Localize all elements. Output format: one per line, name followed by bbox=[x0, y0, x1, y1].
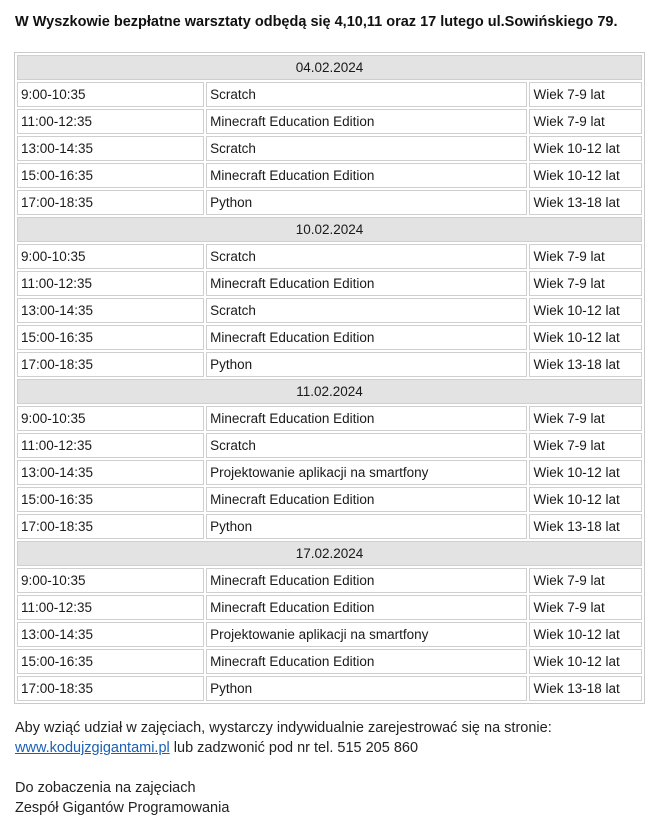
website-link[interactable]: www.kodujzgigantami.pl bbox=[15, 740, 170, 756]
register-text: Aby wziąć udział w zajęciach, wystarczy indywidualnie zarejestrować się na stronie: bbox=[15, 720, 552, 736]
age-cell: Wiek 7-9 lat bbox=[529, 406, 642, 431]
course-cell: Scratch bbox=[206, 136, 527, 161]
table-row bbox=[17, 487, 642, 512]
table-row bbox=[17, 622, 642, 647]
age-cell: Wiek 13-18 lat bbox=[529, 514, 642, 539]
course-cell: Minecraft Education Edition bbox=[206, 568, 527, 593]
date-header: 04.02.2024 bbox=[17, 55, 642, 80]
age-cell: Wiek 7-9 lat bbox=[529, 82, 642, 107]
date-row bbox=[17, 379, 642, 404]
date-row bbox=[17, 541, 642, 566]
time-cell: 9:00-10:35 bbox=[17, 82, 204, 107]
time-cell: 15:00-16:35 bbox=[17, 649, 204, 674]
table-row bbox=[17, 568, 642, 593]
table-row bbox=[17, 163, 642, 188]
time-cell: 15:00-16:35 bbox=[17, 487, 204, 512]
age-cell: Wiek 10-12 lat bbox=[529, 622, 642, 647]
age-cell: Wiek 10-12 lat bbox=[529, 325, 642, 350]
table-row bbox=[17, 352, 642, 377]
age-cell: Wiek 13-18 lat bbox=[529, 676, 642, 701]
course-cell: Python bbox=[206, 514, 527, 539]
date-header: 11.02.2024 bbox=[17, 379, 642, 404]
course-cell: Projektowanie aplikacji na smartfony bbox=[206, 622, 527, 647]
date-header: 17.02.2024 bbox=[17, 541, 642, 566]
time-cell: 9:00-10:35 bbox=[17, 568, 204, 593]
age-cell: Wiek 10-12 lat bbox=[529, 649, 642, 674]
date-header: 10.02.2024 bbox=[17, 217, 642, 242]
time-cell: 13:00-14:35 bbox=[17, 622, 204, 647]
age-cell: Wiek 7-9 lat bbox=[529, 271, 642, 296]
table-row bbox=[17, 109, 642, 134]
date-row bbox=[17, 217, 642, 242]
course-cell: Minecraft Education Edition bbox=[206, 271, 527, 296]
contact-line bbox=[15, 738, 552, 758]
course-cell: Python bbox=[206, 190, 527, 215]
time-cell: 9:00-10:35 bbox=[17, 244, 204, 269]
time-cell: 9:00-10:35 bbox=[17, 406, 204, 431]
schedule-body bbox=[17, 55, 642, 701]
table-row bbox=[17, 244, 642, 269]
time-cell: 17:00-18:35 bbox=[17, 190, 204, 215]
table-row bbox=[17, 676, 642, 701]
age-cell: Wiek 13-18 lat bbox=[529, 352, 642, 377]
course-cell: Minecraft Education Edition bbox=[206, 649, 527, 674]
time-cell: 13:00-14:35 bbox=[17, 136, 204, 161]
course-cell: Minecraft Education Edition bbox=[206, 595, 527, 620]
age-cell: Wiek 7-9 lat bbox=[529, 568, 642, 593]
age-cell: Wiek 7-9 lat bbox=[529, 109, 642, 134]
course-cell: Projektowanie aplikacji na smartfony bbox=[206, 460, 527, 485]
age-cell: Wiek 10-12 lat bbox=[529, 136, 642, 161]
footer bbox=[15, 718, 552, 818]
time-cell: 17:00-18:35 bbox=[17, 514, 204, 539]
time-cell: 15:00-16:35 bbox=[17, 325, 204, 350]
table-row bbox=[17, 325, 642, 350]
course-cell: Scratch bbox=[206, 433, 527, 458]
table-row bbox=[17, 514, 642, 539]
course-cell: Python bbox=[206, 676, 527, 701]
course-cell: Minecraft Education Edition bbox=[206, 406, 527, 431]
course-cell: Minecraft Education Edition bbox=[206, 163, 527, 188]
course-cell: Scratch bbox=[206, 244, 527, 269]
table-row bbox=[17, 298, 642, 323]
spacer bbox=[15, 758, 552, 778]
table-row bbox=[17, 190, 642, 215]
age-cell: Wiek 10-12 lat bbox=[529, 460, 642, 485]
table-row bbox=[17, 271, 642, 296]
course-cell: Minecraft Education Edition bbox=[206, 109, 527, 134]
course-cell: Minecraft Education Edition bbox=[206, 325, 527, 350]
time-cell: 17:00-18:35 bbox=[17, 352, 204, 377]
schedule-table bbox=[14, 52, 645, 704]
age-cell: Wiek 7-9 lat bbox=[529, 433, 642, 458]
time-cell: 17:00-18:35 bbox=[17, 676, 204, 701]
age-cell: Wiek 10-12 lat bbox=[529, 487, 642, 512]
table-row bbox=[17, 406, 642, 431]
course-cell: Scratch bbox=[206, 298, 527, 323]
time-cell: 11:00-12:35 bbox=[17, 271, 204, 296]
course-cell: Minecraft Education Edition bbox=[206, 487, 527, 512]
signature-text: Zespół Gigantów Programowania bbox=[15, 800, 230, 816]
age-cell: Wiek 13-18 lat bbox=[529, 190, 642, 215]
table-row bbox=[17, 136, 642, 161]
greeting-text: Do zobaczenia na zajęciach bbox=[15, 780, 196, 796]
time-cell: 13:00-14:35 bbox=[17, 298, 204, 323]
phone-text: lub zadzwonić pod nr tel. 515 205 860 bbox=[169, 740, 419, 756]
date-row bbox=[17, 55, 642, 80]
table-row bbox=[17, 82, 642, 107]
time-cell: 15:00-16:35 bbox=[17, 163, 204, 188]
time-cell: 11:00-12:35 bbox=[17, 109, 204, 134]
table-row bbox=[17, 649, 642, 674]
table-row bbox=[17, 460, 642, 485]
time-cell: 11:00-12:35 bbox=[17, 595, 204, 620]
age-cell: Wiek 10-12 lat bbox=[529, 298, 642, 323]
table-row bbox=[17, 595, 642, 620]
time-cell: 11:00-12:35 bbox=[17, 433, 204, 458]
page-heading: W Wyszkowie bezpłatne warsztaty odbędą się 4,10,11 oraz 17 lutego ul.Sowińskiego 79. bbox=[15, 14, 618, 30]
age-cell: Wiek 7-9 lat bbox=[529, 244, 642, 269]
course-cell: Python bbox=[206, 352, 527, 377]
age-cell: Wiek 7-9 lat bbox=[529, 595, 642, 620]
time-cell: 13:00-14:35 bbox=[17, 460, 204, 485]
age-cell: Wiek 10-12 lat bbox=[529, 163, 642, 188]
course-cell: Scratch bbox=[206, 82, 527, 107]
table-row bbox=[17, 433, 642, 458]
